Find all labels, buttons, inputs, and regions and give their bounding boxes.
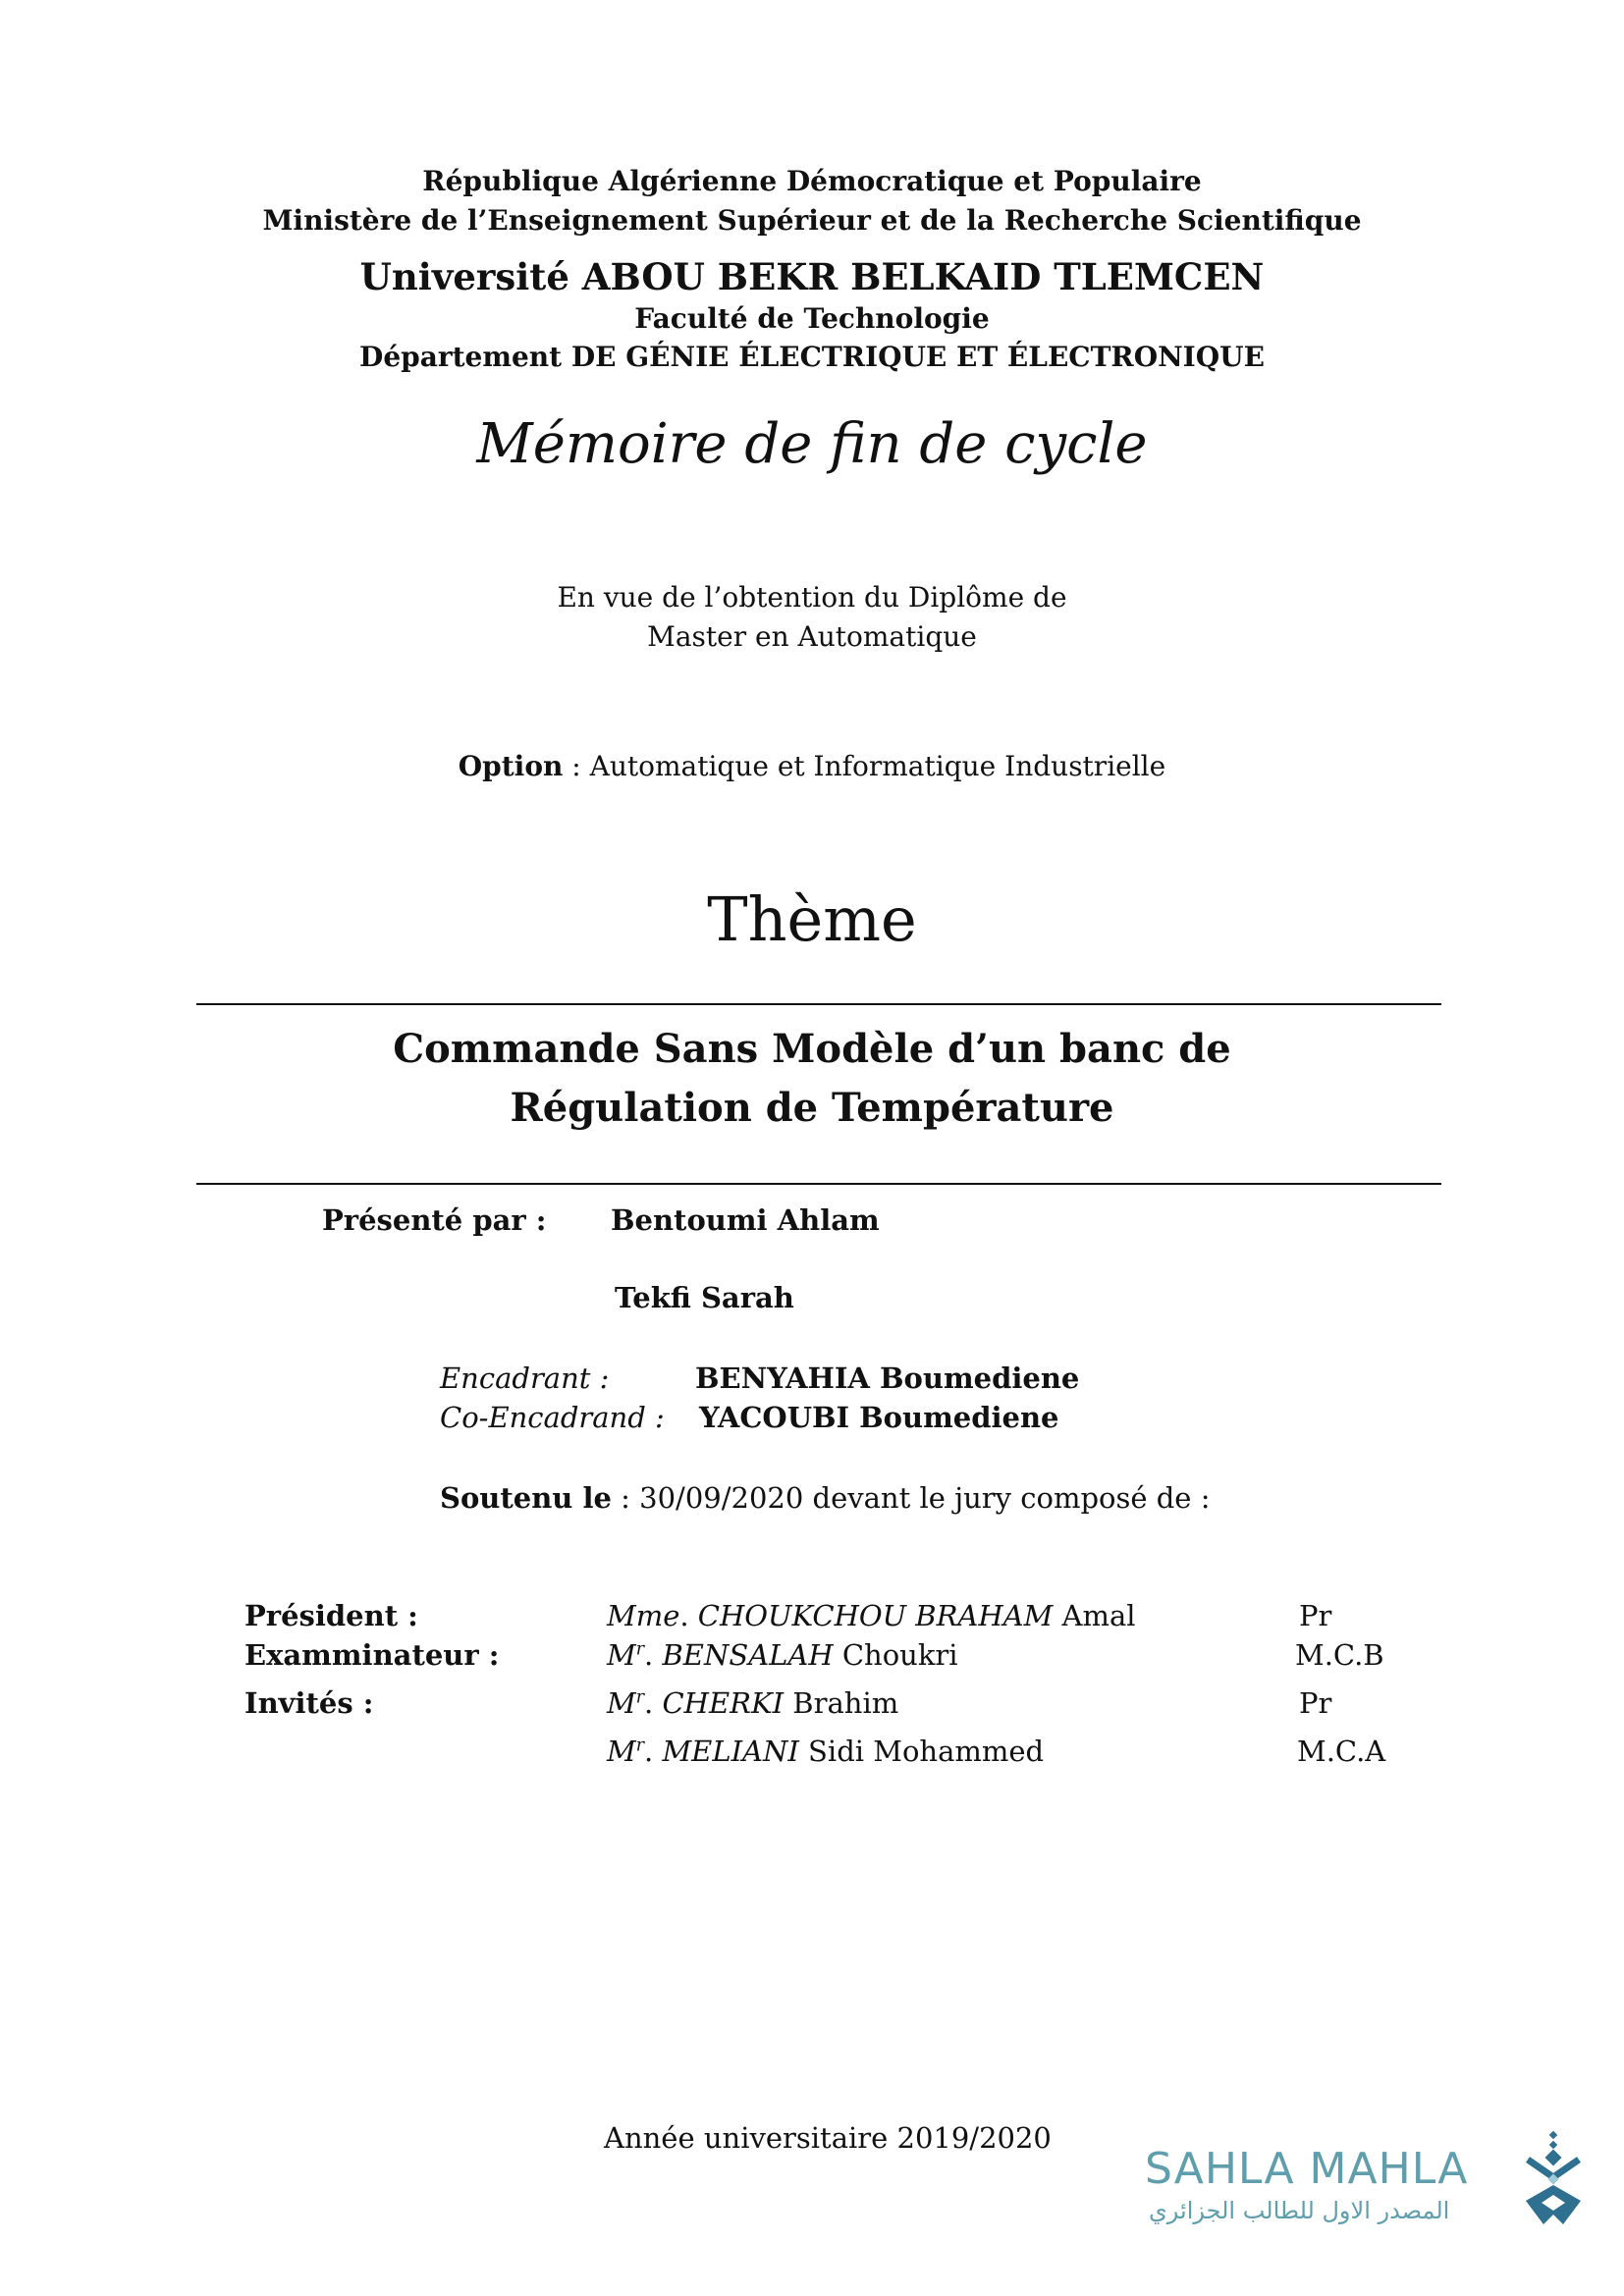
diploma-line-1: En vue de l’obtention du Diplôme de bbox=[557, 581, 1067, 614]
jury-firstname: Brahim bbox=[792, 1686, 899, 1720]
jury-surname: BENSALAH bbox=[662, 1638, 834, 1672]
jury-member: $M^r$. CHERKI Brahim bbox=[607, 1686, 899, 1720]
option-line bbox=[0, 750, 1624, 782]
jury-member: Mme. CHOUKCHOU BRAHAM Amal bbox=[607, 1599, 1136, 1632]
jury-surname: MELIANI bbox=[662, 1735, 799, 1768]
co-supervisor-name: YACOUBI Boumediene bbox=[699, 1401, 1059, 1434]
jury-role: Examminateur : bbox=[244, 1638, 500, 1672]
department-name: Département DE GÉNIE ÉLECTRIQUE ET ÉLECTRONIQUE bbox=[359, 341, 1265, 373]
jury-role: Invités : bbox=[244, 1686, 374, 1720]
top-rule bbox=[196, 1003, 1441, 1005]
jury-surname: CHERKI bbox=[662, 1686, 785, 1720]
jury-member: $M^r$. MELIANI Sidi Mohammed bbox=[607, 1735, 1045, 1768]
jury-grade: M.C.B bbox=[1295, 1638, 1384, 1672]
jury-grade: Pr bbox=[1299, 1686, 1332, 1720]
jury-grade: M.C.A bbox=[1297, 1735, 1386, 1768]
option-label: Option bbox=[458, 750, 564, 782]
defense-line bbox=[440, 1481, 1210, 1515]
student-name: Tekfi Sarah bbox=[615, 1281, 794, 1314]
jury-member: $M^r$. BENSALAH Choukri bbox=[607, 1638, 958, 1672]
option-value: : Automatique et Informatique Industrielle bbox=[563, 750, 1166, 782]
thesis-title-line-2: Régulation de Température bbox=[510, 1085, 1114, 1131]
bottom-rule bbox=[196, 1183, 1441, 1185]
supervisor-label: Encadrant : bbox=[440, 1362, 610, 1395]
watermark-brand: SAHLA MAHLA bbox=[1145, 2144, 1469, 2194]
defense-text: : 30/09/2020 devant le jury composé de : bbox=[611, 1481, 1211, 1515]
watermark-tagline: المصدر الاول للطالب الجزائري bbox=[1149, 2197, 1450, 2224]
jury-firstname: Choukri bbox=[841, 1638, 958, 1672]
academic-year: Année universitaire 2019/2020 bbox=[604, 2121, 1052, 2155]
jury-surname: CHOUKCHOU BRAHAM bbox=[697, 1599, 1054, 1632]
defense-label: Soutenu le bbox=[440, 1481, 612, 1515]
jury-firstname: Amal bbox=[1061, 1599, 1136, 1632]
university-name: Université ABOU BEKR BELKAID TLEMCEN bbox=[359, 255, 1265, 298]
jury-grade: Pr bbox=[1299, 1599, 1332, 1632]
republic-line: République Algérienne Démocratique et Populaire bbox=[422, 165, 1202, 197]
ministry-line: Ministère de l’Enseignement Supérieur et de la Recherche Scientifique bbox=[262, 204, 1362, 237]
jury-firstname: Sidi Mohammed bbox=[808, 1735, 1045, 1768]
theme-heading: Thème bbox=[707, 883, 917, 955]
student-name: Bentoumi Ahlam bbox=[611, 1203, 880, 1237]
jury-role: Président : bbox=[244, 1599, 418, 1632]
sahla-mahla-watermark bbox=[1145, 2130, 1624, 2238]
presented-by-label: Présenté par : bbox=[322, 1203, 547, 1237]
supervisor-name: BENYAHIA Boumediene bbox=[695, 1362, 1080, 1395]
thesis-title-line-1: Commande Sans Modèle d’un banc de bbox=[393, 1026, 1231, 1072]
sahla-mahla-logo-icon bbox=[1518, 2130, 1589, 2228]
document-type: Mémoire de fin de cycle bbox=[476, 412, 1148, 476]
faculty-name: Faculté de Technologie bbox=[634, 302, 990, 335]
diploma-line-2: Master en Automatique bbox=[647, 620, 977, 653]
co-supervisor-label: Co-Encadrand : bbox=[440, 1401, 665, 1434]
